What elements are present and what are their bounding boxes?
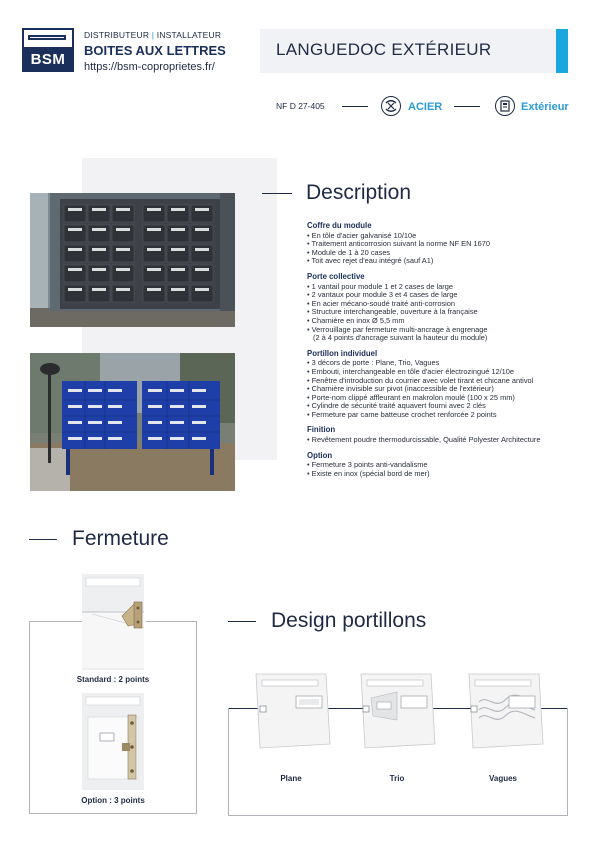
title-accent-bar (556, 29, 568, 73)
spec-heading: Option (307, 450, 333, 460)
company-tagline: DISTRIBUTEUR | INSTALLATEUR (84, 30, 222, 40)
option-lock-caption: Option : 3 points (81, 796, 145, 805)
spec-item: • Charnière en inox Ø 5,5 mm (307, 317, 577, 326)
spec-item: • Porte-nom clippé affleurant en makrolon moulé (100 x 25 mm) (307, 394, 577, 403)
bsm-logo (22, 28, 74, 72)
steel-icon (381, 96, 401, 116)
spec-item-continuation: (2 à 4 points d'ancrage suivant la hauteur du module) (313, 333, 488, 343)
door-label-plane: Plane (280, 774, 302, 783)
spec-item: • Module de 1 à 20 cases (307, 249, 577, 258)
spec-divider (454, 106, 480, 107)
spec-item: • Fenêtre d'introduction du courrier avec volet tirant et chicane antivol (307, 377, 577, 386)
photo-dark-mailboxes (30, 193, 235, 327)
spec-item: • Revêtement poudre thermodurcissable, Qualité Polyester Architecture (307, 436, 577, 445)
spec-group-coffre (307, 222, 577, 266)
logo-text: BSM (22, 47, 74, 72)
spec-item: • Verrouillage par fermeture multi-ancrage à engrenage (307, 326, 577, 335)
outdoor-icon (495, 96, 515, 116)
door-label-trio: Trio (389, 774, 405, 783)
usage-label: Extérieur (521, 101, 569, 113)
spec-item: • Structure interchangeable, ouverture à la française (307, 308, 577, 317)
company-url[interactable]: https://bsm-coproprietes.fr/ (84, 61, 215, 73)
description-body (307, 222, 577, 485)
spec-item: • 2 vantaux pour module 3 et 4 cases de large (307, 291, 577, 300)
spec-item: • Cylindre de sécurité traité aquavert fourni avec 2 clés (307, 402, 577, 411)
spec-item: • Fermeture par came batteuse crochet renforcée 2 points (307, 411, 577, 420)
fermeture-title: Fermeture (72, 527, 169, 550)
spec-group-finition (307, 426, 577, 444)
spec-item: • En acier mécano-soudé traité anti-corrosion (307, 300, 577, 309)
spec-item: • 1 vantail pour module 1 et 2 cases de large (307, 283, 577, 292)
material-label: ACIER (408, 101, 443, 113)
spec-heading: Portillon individuel (307, 348, 378, 358)
spec-item: • En tôle d'acier galvanisé 10/10e (307, 232, 577, 241)
standard-label: NF D 27-405 (276, 101, 325, 111)
spec-heading: Porte collective (307, 271, 365, 281)
spec-divider (342, 106, 368, 107)
photo-blue-mailboxes (30, 353, 235, 491)
spec-item: • Traitement anticorrosion suivant la norme NF EN 1670 (307, 240, 577, 249)
spec-heading: Finition (307, 425, 336, 435)
design-title: Design portillons (271, 609, 427, 632)
spec-item: • Toit avec rejet d'eau intégré (sauf A1) (307, 257, 577, 266)
description-title-rule (262, 193, 292, 194)
door-vagues-image (465, 672, 545, 750)
product-title-band (260, 29, 556, 73)
company-block (84, 30, 226, 73)
spec-group-porte-collective (307, 273, 577, 343)
spec-group-portillon (307, 350, 577, 420)
door-label-vagues: Vagues (488, 774, 517, 783)
spec-item: • Charnière invisible sur pivot (inaccessible de l'extérieur) (307, 385, 577, 394)
spec-heading: Coffre du module (307, 221, 372, 230)
spec-item: • Embouti, interchangeable en tôle d'acier électrozingué 12/10e (307, 368, 577, 377)
spec-item: • Fermeture 3 points anti-vandalisme (307, 461, 577, 470)
product-title: LANGUEDOC EXTÉRIEUR (276, 40, 492, 59)
company-name: BOITES AUX LETTRES (84, 43, 226, 58)
fermeture-title-rule (29, 539, 57, 540)
standard-lock-caption: Standard : 2 points (76, 675, 150, 684)
design-title-rule (228, 621, 256, 622)
description-title: Description (306, 181, 412, 204)
spec-group-option (307, 452, 577, 479)
option-lock-image (82, 693, 146, 790)
spec-item: • 3 décors de porte : Plane, Trio, Vagues (307, 359, 577, 368)
spec-item: • Existe en inox (spécial bord de mer) (307, 470, 577, 479)
door-plane-image (252, 672, 332, 750)
standard-lock-image (82, 574, 146, 670)
door-trio-image (357, 672, 437, 750)
